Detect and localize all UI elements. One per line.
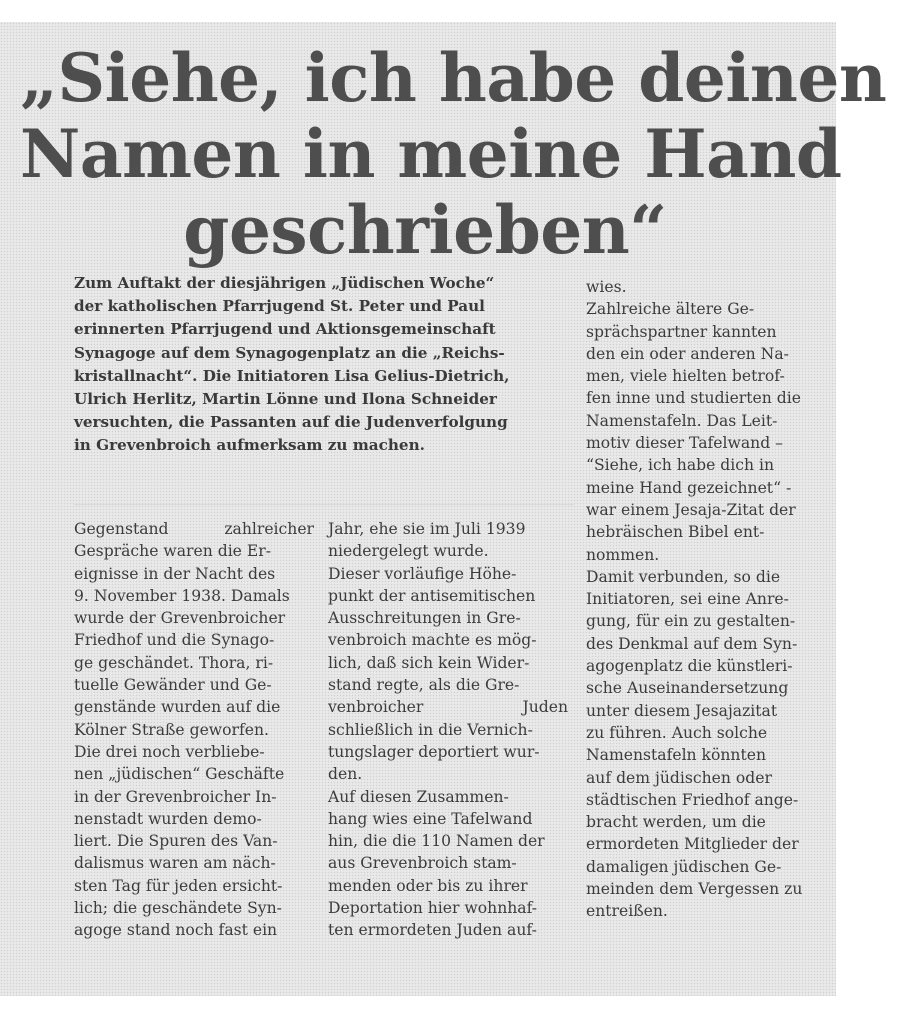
column-line: Dieser vorläufige Höhe- xyxy=(328,564,517,583)
column-line: agoge stand noch fast ein xyxy=(74,921,278,940)
column-line: ermordeten Mitglieder der xyxy=(586,835,799,854)
body-column-2 xyxy=(328,518,568,942)
column-line: venbroich machte es mög- xyxy=(328,631,537,650)
column-line: punkt der antisemitischen xyxy=(328,586,536,605)
column-line: 9. November 1938. Damals xyxy=(74,586,290,605)
body-column-3 xyxy=(586,276,826,923)
column-line: dalismus waren am näch- xyxy=(74,854,276,873)
column-line: agogenplatz die künstleri- xyxy=(586,657,793,676)
column-line: auf dem jüdischen oder xyxy=(586,768,772,787)
column-line: genstände wurden auf die xyxy=(74,698,281,717)
lead-line: versuchten, die Passanten auf die Judenverfolgung xyxy=(74,413,508,432)
column-line: eignisse in der Nacht des xyxy=(74,564,276,583)
newspaper-clipping xyxy=(0,22,887,996)
article-lead xyxy=(74,272,554,458)
column-line: nen „jüdischen“ Geschäfte xyxy=(74,765,285,784)
column-line: Gespräche waren die Er- xyxy=(74,542,271,561)
lead-line: der katholischen Pfarrjugend St. Peter und Paul xyxy=(74,297,485,316)
lead-line: kristallnacht“. Die Initiatoren Lisa Gelius-Dietrich, xyxy=(74,366,510,385)
column-line: war einem Jesaja-Zitat der xyxy=(586,500,796,519)
column-line: Auf diesen Zusammen- xyxy=(328,787,509,806)
column-line: liert. Die Spuren des Van- xyxy=(74,832,278,851)
column-line: menden oder bis zu ihrer xyxy=(328,876,528,895)
headline-line: Namen in meine Hand xyxy=(20,115,842,193)
column-line: lich, daß sich kein Wider- xyxy=(328,653,530,672)
column-line: wies. xyxy=(586,278,627,296)
column-line: Friedhof und die Synago- xyxy=(74,631,275,650)
column-line: städtischen Friedhof ange- xyxy=(586,790,799,809)
column-line: niedergelegt wurde. xyxy=(328,542,489,561)
column-line: des Denkmal auf dem Syn- xyxy=(586,634,798,653)
column-line: sche Auseinandersetzung xyxy=(586,679,789,698)
column-line: hebräischen Bibel ent- xyxy=(586,523,765,542)
body-column-1 xyxy=(74,518,314,942)
column-line: hang wies eine Tafelwand xyxy=(328,809,533,828)
column-line: schließlich in die Vernich- xyxy=(328,720,533,739)
column-line: fen inne und studierten die xyxy=(586,389,801,408)
column-line: ge geschändet. Thora, ri- xyxy=(74,653,274,672)
column-line: wurde der Grevenbroicher xyxy=(74,609,286,628)
lead-line: Synagoge auf dem Synagogenplatz an die „Reichs- xyxy=(74,343,505,362)
column-line: bracht werden, um die xyxy=(586,813,766,832)
column-line: tungslager deportiert wur- xyxy=(328,742,540,761)
column-line: sprächspartner kannten xyxy=(586,322,777,341)
column-line: Gegenstand zahlreicher xyxy=(74,520,314,538)
column-line: hin, die die 110 Namen der xyxy=(328,832,545,851)
column-line: Deportation hier wohnhaf- xyxy=(328,899,538,918)
column-line: zu führen. Auch solche xyxy=(586,723,768,742)
column-line: men, viele hielten betrof- xyxy=(586,367,785,386)
column-line: den ein oder anderen Na- xyxy=(586,344,789,363)
column-line: gung, für ein zu gestalten- xyxy=(586,612,796,631)
column-line: motiv dieser Tafelwand – xyxy=(586,434,783,453)
column-line: Damit verbunden, so die xyxy=(586,567,781,586)
lead-divider xyxy=(74,504,574,505)
column-line: meinden dem Vergessen zu xyxy=(586,880,803,899)
column-line: entreißen. xyxy=(586,902,668,921)
column-line: sten Tag für jeden ersicht- xyxy=(74,876,283,895)
headline-line: geschrieben“ xyxy=(183,191,667,269)
column-line: Namenstafeln könnten xyxy=(586,746,767,765)
column-line: damaligen jüdischen Ge- xyxy=(586,857,782,876)
lead-line: Ulrich Herlitz, Martin Lönne und Ilona Schneider xyxy=(74,390,497,409)
article-headline xyxy=(20,39,887,269)
column-line: “Siehe, ich habe dich in xyxy=(586,456,775,475)
column-line: stand regte, als die Gre- xyxy=(328,676,520,695)
column-line: unter diesem Jesajazitat xyxy=(586,701,778,720)
column-line: Ausschreitungen in Gre- xyxy=(328,609,521,628)
headline-line: „Siehe, ich habe deinen xyxy=(20,39,887,117)
column-line: in der Grevenbroicher In- xyxy=(74,787,277,806)
column-line: Die drei noch verbliebe- xyxy=(74,742,265,761)
column-line: tuelle Gewänder und Ge- xyxy=(74,676,272,695)
column-line: Initiatoren, sei eine Anre- xyxy=(586,590,789,609)
lead-line: erinnerten Pfarrjugend und Aktionsgemeinschaft xyxy=(74,320,496,339)
column-line: den. xyxy=(328,765,363,784)
column-line: meine Hand gezeichnet“ - xyxy=(586,478,792,497)
column-line: venbroicher Juden xyxy=(328,698,568,717)
column-line: lich; die geschändete Syn- xyxy=(74,899,282,918)
column-line: aus Grevenbroich stam- xyxy=(328,854,517,873)
column-line: Kölner Straße geworfen. xyxy=(74,720,269,739)
column-line: Jahr, ehe sie im Juli 1939 xyxy=(328,520,526,538)
column-line: Zahlreiche ältere Ge- xyxy=(586,300,755,319)
lead-line: Zum Auftakt der diesjährigen „Jüdischen Woche“ xyxy=(74,274,495,292)
column-line: ten ermordeten Juden auf- xyxy=(328,921,537,940)
column-line: nenstadt wurden demo- xyxy=(74,809,262,828)
column-line: nommen. xyxy=(586,545,660,564)
column-line: Namenstafeln. Das Leit- xyxy=(586,411,778,430)
lead-line: in Grevenbroich aufmerksam zu machen. xyxy=(74,436,425,455)
